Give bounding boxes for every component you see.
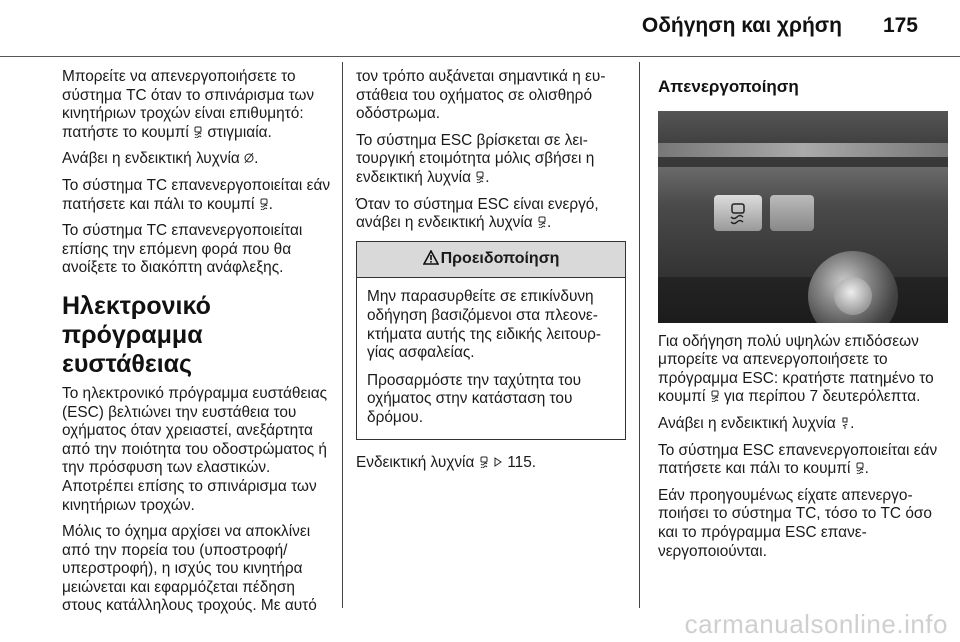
paragraph-esc-stability: τον τρόπο αυξάνεται σημαντικά η ευστάθεια του οχήματος σε ολισθηρό οδόστρωμα.	[356, 68, 606, 123]
esc-off-icon	[840, 417, 850, 429]
paragraph-tc-ignition: Το σύστημα TC επανενεργοποιείται επίσης την επόμενη φορά που θα ανοίξετε το διακόπτη ανάφλεξης.	[62, 222, 303, 277]
text: .	[254, 150, 259, 168]
text: για περίπου 7 δευτερόλεπτα.	[723, 388, 921, 406]
column-divider-1	[342, 62, 343, 608]
text: Για οδήγηση πολύ υψηλών επιδόσεων μπορείτε να απενεργοποιήσετε το πρόγραμμα ESC: κρατήστε πατημένο το κουμπί	[658, 332, 934, 406]
warning-body	[357, 278, 625, 438]
skidding-car-icon	[855, 462, 865, 474]
text: Το σύστημα ESC βρίσκεται σε λειτουργική ετοιμότητα μόλις σβήσει η ενδεικτική λυχνία	[356, 131, 595, 186]
paragraph-tc-lamp	[62, 150, 332, 169]
text: Ανάβει η ενδεικτική λυχνία	[658, 414, 836, 432]
skidding-car-icon	[537, 216, 547, 228]
header-divider	[0, 56, 960, 57]
paragraph-esc-intro: Το ηλεκτρονικό πρόγραμμα ευστάθειας (ESC) βελτιώνει την ευστάθεια του οχήματος όταν χρειαστεί, ανεξάρτητα από την ποιότητα του οδοστρώματος ή την πρόσφυση των ελαστικών. Αποτρέπει επίσης το σπινάρισμα των κινητήριων τροχών.	[62, 384, 328, 514]
text: .	[485, 168, 490, 186]
warning-text-1: Μην παρασυρθείτε σε επικίνδυνη οδήγηση βασιζόμενοι στα πλεονεκτήματα αυτής της ειδικής λειτουργίας ασφαλείας.	[367, 288, 602, 362]
text: Ανάβει η ενδεικτική λυχνία	[62, 150, 240, 168]
skidding-car-icon	[710, 390, 720, 402]
photo-trim-strip	[658, 143, 948, 157]
text: Ενδεικτική λυχνία	[356, 453, 475, 471]
photo-control-knob-center	[834, 277, 872, 315]
paragraph-tc-off	[62, 68, 332, 142]
column-1	[62, 68, 332, 624]
skidding-car-icon	[475, 171, 485, 183]
warning-text-2: Προσαρμόστε την ταχύτητα του οχήματος στην κατάσταση του δρόμου.	[367, 371, 582, 426]
photo-esc-button	[714, 195, 762, 231]
page-header	[0, 0, 960, 62]
warning-title: Προειδοποίηση	[440, 249, 560, 267]
skidding-car-icon	[714, 195, 762, 231]
column-divider-2	[639, 62, 640, 608]
page-number: 175	[882, 14, 918, 37]
paragraph-esc-active	[356, 196, 626, 233]
section-heading-deactivation: Απενεργοποίηση	[658, 77, 799, 96]
paragraph-lamp-reference	[356, 454, 626, 473]
warning-header	[357, 242, 625, 279]
section-heading-esc: Ηλεκτρονικό πρόγραμμα ευστάθειας	[62, 291, 211, 378]
tc-off-icon	[244, 152, 254, 164]
warning-box	[356, 241, 626, 440]
paragraph-esc-off-lamp	[658, 415, 938, 434]
skidding-car-icon	[259, 198, 269, 210]
column-3	[658, 68, 938, 569]
dashboard-photo	[658, 111, 948, 323]
text: Το σύστημα ESC επανενεργοποιείται εάν πατήσετε και πάλι το κουμπί	[658, 441, 938, 478]
text: Όταν το σύστημα ESC είναι ενεργό, ανάβει η ενδεικτική λυχνία	[356, 195, 599, 232]
text: Μπορείτε να απενεργοποιήσετε το σύστημα TC όταν το σπινάρισμα των κινητήριων τροχών είναι επιθυμητό: πατήστε το κουμπί	[62, 68, 315, 141]
text: .	[268, 195, 273, 213]
warning-triangle-icon	[423, 250, 439, 265]
text: .	[850, 414, 855, 432]
page-reference-arrow-icon	[493, 456, 503, 468]
skidding-car-icon	[479, 456, 489, 468]
text: .	[546, 214, 552, 232]
paragraph-esc-ready	[356, 132, 626, 188]
paragraph-esc-function: Μόλις το όχημα αρχίσει να αποκλίνει από την πορεία του (υποστροφή/υπερστροφή), η ισχύς του κινητήρα μειώνεται και εφαρμόζεται πέδηση στους κατάλληλους τροχούς. Με αυτό	[62, 523, 317, 615]
text: στιγμιαία.	[207, 123, 272, 141]
skidding-car-icon	[193, 126, 203, 138]
column-2	[356, 68, 626, 480]
paragraph-esc-reactivate	[658, 442, 938, 479]
paragraph-tc-reactivate	[62, 177, 332, 214]
paragraph-tc-esc-reactivate: Εάν προηγουμένως είχατε απενεργοποιήσει το σύστημα TC, τόσο το TC όσο και το πρόγραμμα ESC επανενεργοποιούνται.	[658, 486, 932, 560]
text: .	[864, 460, 869, 478]
text: Το σύστημα TC επανενεργοποιείται εάν πατήσετε και πάλι το κουμπί	[62, 176, 331, 213]
paragraph-esc-off	[658, 333, 938, 407]
photo-adjacent-button	[770, 195, 814, 231]
page-reference[interactable]: 115.	[507, 453, 537, 471]
watermark: carmanualsonline.info	[684, 609, 948, 639]
page-header-title: Οδήγηση και χρήση	[641, 14, 842, 37]
